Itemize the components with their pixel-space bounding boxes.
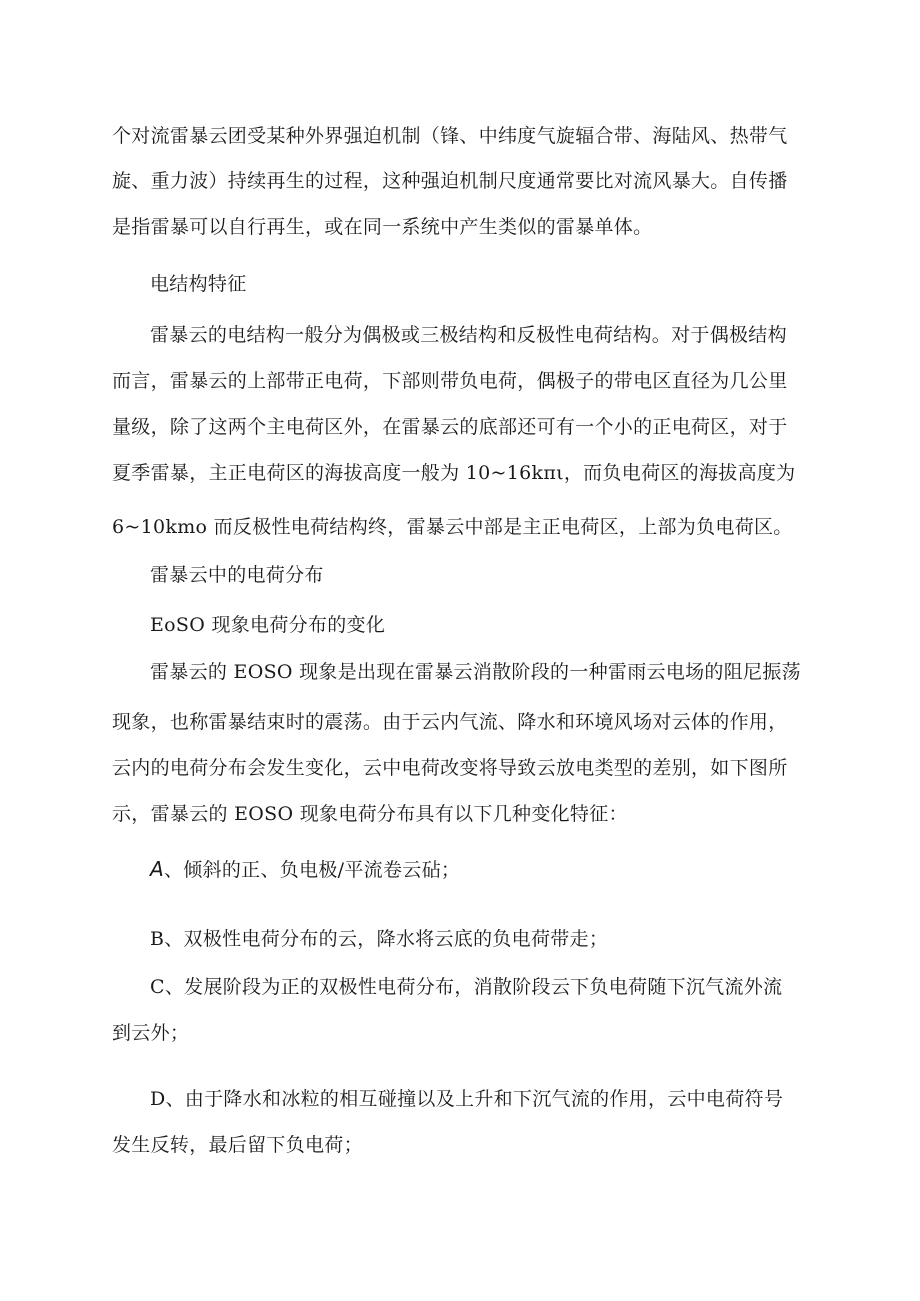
list-item-d-line-1: D、由于降水和冰粒的相互碰撞以及上升和下沉气流的作用，云中电荷符号 [150, 1088, 784, 1110]
heading-eoso: EoSO 现象电荷分布的变化 [150, 614, 386, 636]
para-electric-line-3: 量级，除了这两个主电荷区外，在雷暴云的底部还可有一个小的正电荷区，对于 [112, 416, 788, 438]
list-item-a-text: 、倾斜的正、负电极/平流卷云砧； [163, 859, 461, 881]
para-eoso-line-3: 云内的电荷分布会发生变化，云中电荷改变将导致云放电类型的差别，如下图所 [112, 757, 788, 779]
para-intro-line-2: 旋、重力波）持续再生的过程，这种强迫机制尺度通常要比对流风暴大。自传播 [112, 170, 788, 192]
list-item-c-line-2: 到云外； [112, 1022, 190, 1044]
list-item-a [150, 857, 460, 882]
heading-electric-structure: 电结构特征 [150, 273, 247, 295]
list-item-a-letter: A [150, 857, 164, 881]
para-eoso-line-1: 雷暴云的 EOSO 现象是出现在雷暴云消散阶段的一种雷雨云电场的阻尼振荡 [150, 661, 801, 683]
para-electric-line-4: 夏季雷暴，主正电荷区的海拔高度一般为 10~16kπι，而负电荷区的海拔高度为 [112, 462, 796, 484]
para-electric-line-5: 6~10kmo 而反极性电荷结构终，雷暴云中部是主正电荷区，上部为负电荷区。 [112, 516, 793, 538]
para-intro-line-1: 个对流雷暴云团受某种外界强迫机制（锋、中纬度气旋辐合带、海陆风、热带气 [112, 125, 788, 147]
list-item-b: B、双极性电荷分布的云，降水将云底的负电荷带走； [150, 928, 609, 950]
para-intro-line-3: 是指雷暴可以自行再生，或在同一系统中产生类似的雷暴单体。 [112, 216, 653, 238]
para-electric-line-2: 而言，雷暴云的上部带正电荷，下部则带负电荷，偶极子的带电区直径为几公里 [112, 370, 788, 392]
para-electric-line-1: 雷暴云的电结构一般分为偶极或三极结构和反极性电荷结构。对于偶极结构 [150, 324, 787, 346]
para-eoso-line-2: 现象，也称雷暴结束时的震荡。由于云内气流、降水和环境风场对云体的作用， [112, 711, 788, 733]
para-eoso-line-4: 示，雷暴云的 EOSO 现象电荷分布具有以下几种变化特征： [112, 803, 628, 825]
list-item-c-line-1: C、发展阶段为正的双极性电荷分布，消散阶段云下负电荷随下沉气流外流 [150, 976, 783, 998]
heading-charge-distribution: 雷暴云中的电荷分布 [150, 564, 324, 586]
list-item-d-line-2: 发生反转，最后留下负电荷； [112, 1134, 363, 1156]
